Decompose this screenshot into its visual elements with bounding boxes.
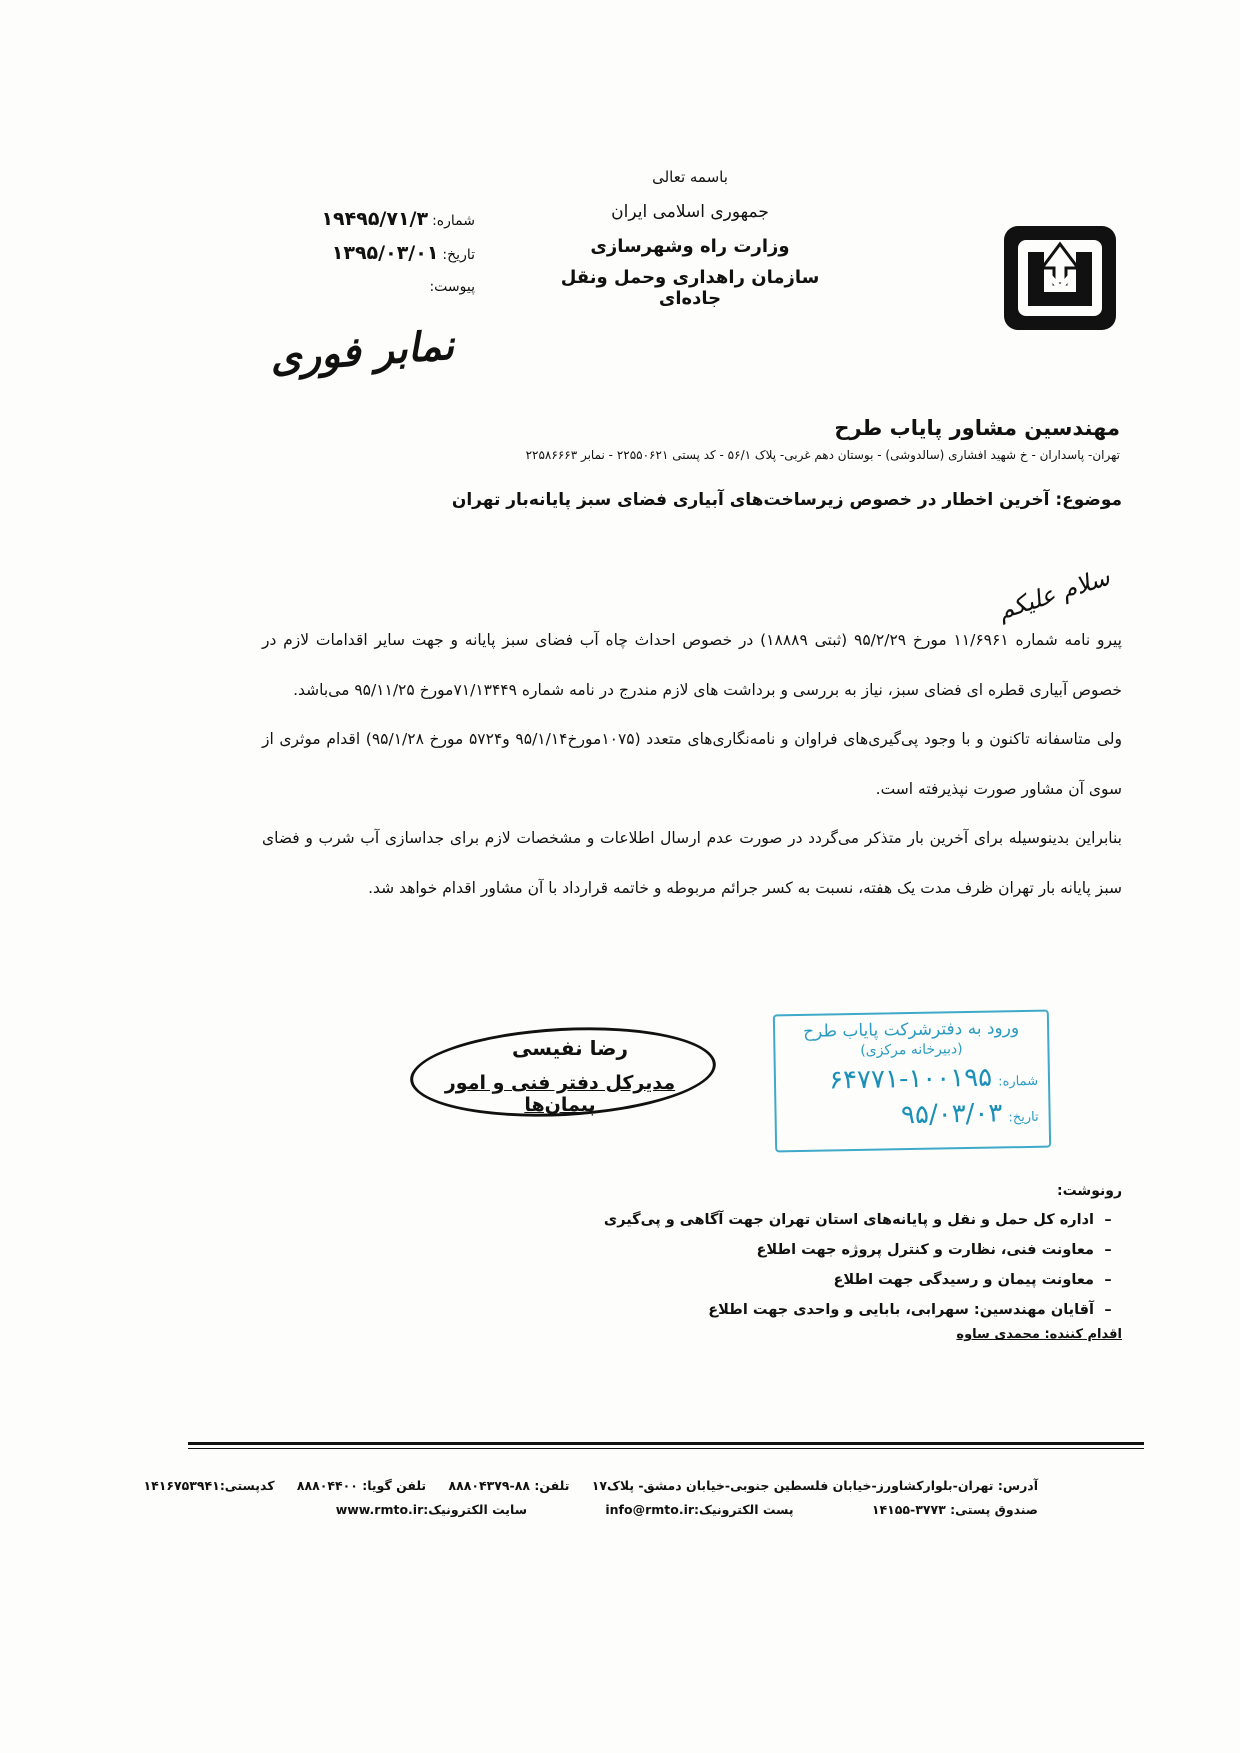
stamp-subtitle: (دبیرخانه مرکزی) xyxy=(860,1041,963,1059)
footer-address: آدرس: تهران-بلوارکشاورز-خیابان فلسطین جنوبی-خیابان دمشق- پلاک۱۷ xyxy=(591,1478,1038,1493)
urgent-fax-note: نمابر فوری xyxy=(268,321,456,382)
letter-attachment: پیوست: xyxy=(429,279,475,295)
footer-divider-thin xyxy=(188,1448,1144,1449)
letter-subject: موضوع: آخرین اخطار در خصوص زیرساخت‌های آبیاری فضای سبز پایانه‌بار تهران xyxy=(451,490,1122,510)
cc-item: –معاونت فنی، نظارت و کنترل پروژه جهت اطلاع xyxy=(756,1242,1112,1258)
footer-postal-code: کدپستی:۱۴۱۶۷۵۳۹۴۱ xyxy=(143,1478,275,1493)
footer-voice-phone: تلفن گویا: ۸۸۸۰۴۴۰۰ xyxy=(296,1478,427,1493)
letter-meta xyxy=(300,202,475,304)
footer-divider xyxy=(188,1442,1144,1445)
signatory-name: رضا نفیسی xyxy=(512,1036,628,1060)
body-paragraph: ولی متاسفانه تاکنون و با وجود پی‌گیری‌های فراوان و نامه‌نگاری‌های متعدد (۱۰۷۵مورخ۹۵/۱/۱۴ و۵۷۲۴ مورخ ۹۵/۱/۲۸) اقدام موثری از سوی آن مشاور صورت نپذیرفته است. xyxy=(262,730,1122,798)
recipient-address: تهران- پاسداران - خ شهید افشاری (سالدوشی) - بوستان دهم غربی- پلاک ۵۶/۱ - کد پستی ۲۲۵۵۰۶۲۱ - نمابر ۲۲۵۸۶۶۶۳ xyxy=(525,448,1120,462)
footer-online-line xyxy=(262,1502,1038,1517)
letter-date: تاریخ:۱۳۹۵/۰۳/۰۱ xyxy=(331,242,475,264)
organization-logo-icon xyxy=(1000,222,1120,334)
cc-item: –آقایان مهندسین: سهرابی، بابایی و واحدی جهت اطلاع xyxy=(708,1302,1112,1318)
greeting: سلام علیکم xyxy=(994,562,1114,626)
body-paragraph: بنابراین بدینوسیله برای آخرین بار متذکر می‌گردد در صورت عدم ارسال اطلاعات و مشخصات لازم برای جداسازی آب شرب و فضای سبز پایانه بار تهران ظرف مدت یک هفته، نسبت به کسر جرائم مربوطه و خاتمه قرارداد با آن مشاور اقدام خواهد شد. xyxy=(262,829,1122,897)
country-name: جمهوری اسلامی ایران xyxy=(611,202,769,222)
footer-email[interactable]: پست الکترونیک:info@rmto.ir xyxy=(605,1502,794,1517)
invocation: باسمه تعالی xyxy=(652,168,728,186)
recipient-name: مهندسین مشاور پایاب طرح xyxy=(834,416,1120,440)
body-paragraph: پیرو نامه شماره ۱۱/۶۹۶۱ مورخ ۹۵/۲/۲۹ (ثبتی ۱۸۸۸۹) در خصوص احداث چاه آب فضای سبز پایانه و جهت سایر اقدامات لازم در خصوص آبیاری قطره ای فضای سبز، نیاز به بررسی و برداشت های لازم مندرج در نامه شماره ۷۱/۱۳۴۴۹مورخ ۹۵/۱۱/۲۵ می‌باشد. xyxy=(262,631,1122,699)
received-stamp xyxy=(773,1010,1051,1153)
action-by: اقدام کننده: محمدی ساوه xyxy=(956,1327,1122,1342)
cc-list xyxy=(602,1183,1122,1342)
stamp-date: تاریخ:۹۵/۰۳/۰۳ xyxy=(900,1098,1039,1131)
signatory-title: مدیرکل دفتر فنی و امور پیمان‌ها xyxy=(444,1072,676,1116)
letterhead xyxy=(530,168,850,309)
footer-phone: تلفن: ۸۸-۸۸۸۰۴۳۷۹ xyxy=(448,1478,570,1493)
footer-po-box: صندوق پستی: ۳۷۷۳-۱۴۱۵۵ xyxy=(871,1502,1038,1517)
footer-website[interactable]: سایت الکترونیک:www.rmto.ir xyxy=(335,1502,527,1517)
footer-contact-line xyxy=(126,1478,1038,1493)
cc-item: –معاونت پیمان و رسیدگی جهت اطلاع xyxy=(833,1272,1112,1288)
stamp-title: ورود به دفترشرکت پایاب طرح xyxy=(802,1018,1020,1042)
stamp-number: شماره:۱۰۰۱۹۵-۶۴۷۷۱ xyxy=(828,1062,1039,1096)
cc-title: رونوشت: xyxy=(1057,1183,1122,1199)
ministry-name: وزارت راه وشهرسازی xyxy=(590,236,790,257)
cc-item: –اداره کل حمل و نقل و پایانه‌های استان تهران جهت آگاهی و پی‌گیری xyxy=(603,1212,1112,1228)
organization-name: سازمان راهداری وحمل ونقل جاده‌ای xyxy=(560,267,820,309)
letter-number: شماره:۱۹۴۹۵/۷۱/۳ xyxy=(321,208,475,230)
letter-body xyxy=(262,616,1122,913)
